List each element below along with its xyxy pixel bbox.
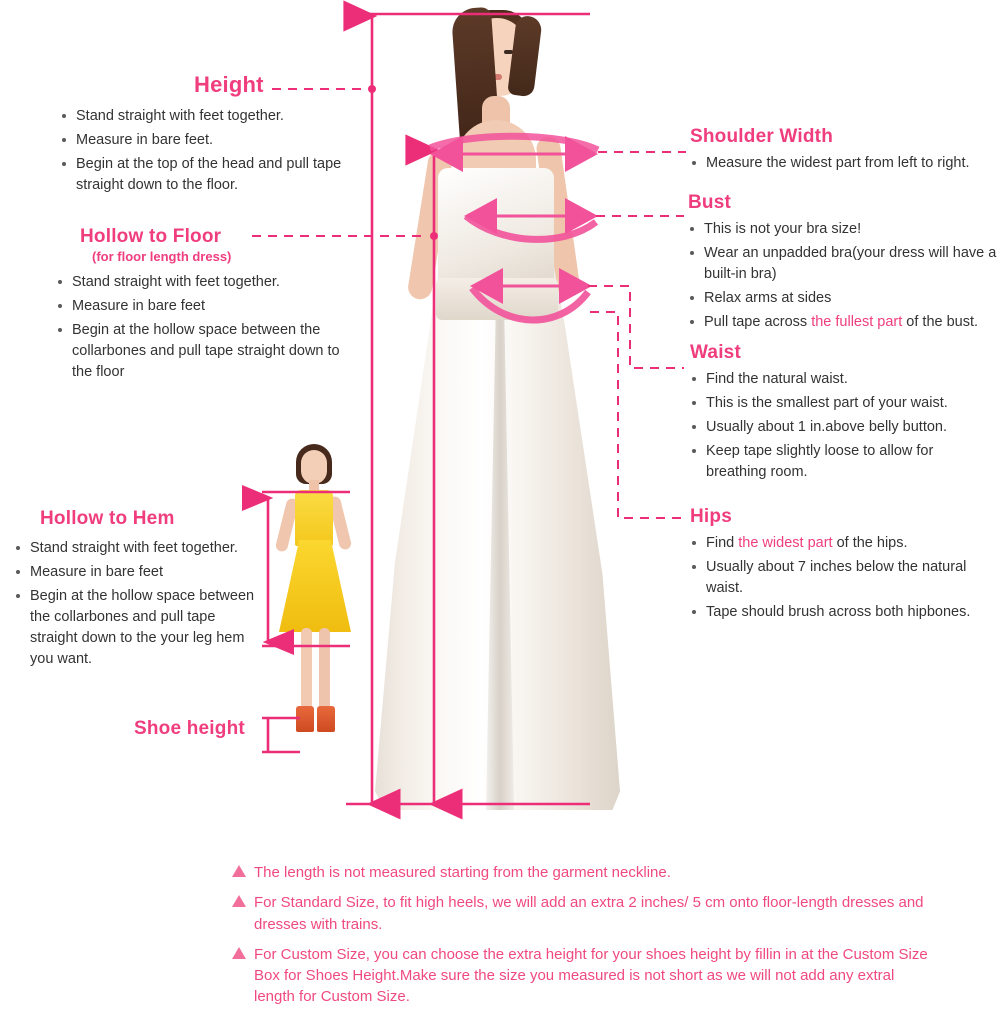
bust-highlight: the fullest part [811, 314, 903, 331]
small-skirt [279, 540, 351, 632]
hips-section [690, 506, 995, 626]
list-item-bust-fullest [688, 312, 998, 333]
list-item: Stand straight with feet together. [14, 538, 264, 559]
footer-notes [232, 862, 932, 1017]
list-item: Measure in bare feet. [60, 130, 360, 151]
list-item: Stand straight with feet together. [56, 272, 348, 293]
shoulder-width-section [690, 126, 995, 177]
list-item: Keep tape slightly loose to allow for breathing room. [690, 441, 990, 483]
bust-post: of the bust. [902, 314, 979, 331]
note-item [232, 862, 932, 883]
small-shoe-left [296, 706, 314, 732]
list-item: Stand straight with feet together. [60, 106, 360, 127]
list-item: Begin at the top of the head and pull tape straight down to the floor. [60, 154, 360, 196]
hips-label: Hips [690, 506, 732, 527]
bust-label: Bust [688, 192, 732, 213]
hollow-to-hem-section [14, 508, 264, 673]
list-item: Begin at the hollow space between the collarbones and pull tape straight down to the floor [56, 320, 348, 383]
list-item: Measure in bare feet [56, 296, 348, 317]
list-item: Find the natural waist. [690, 369, 990, 390]
small-leg-right [319, 628, 330, 710]
warning-triangle-icon [232, 865, 246, 877]
list-item: Usually about 1 in.above belly button. [690, 417, 990, 438]
bride-figure-illustration [360, 0, 630, 810]
bust-pre: Pull tape across [704, 314, 812, 331]
list-item: This is the smallest part of your waist. [690, 393, 990, 414]
note-text: The length is not measured starting from the garment neckline. [254, 864, 671, 881]
note-item [232, 892, 932, 935]
note-text: For Standard Size, to fit high heels, we will add an extra 2 inches/ 5 cm onto floor-length dresses and dresses with trains. [254, 894, 924, 933]
waist-label: Waist [690, 342, 741, 363]
hips-post: of the hips. [832, 535, 908, 551]
list-item: Usually about 7 inches below the natural waist. [690, 557, 995, 599]
height-label: Height [194, 72, 264, 97]
hips-highlight: the widest part [738, 535, 833, 551]
height-section [60, 72, 360, 199]
warning-triangle-icon [232, 947, 246, 959]
note-text: For Custom Size, you can choose the extra height for your shoes height by fillin in at the Custom Size Box for Shoes Height.Make sure the size you measured is not short as we will not add any extral length for Custom Size. [254, 945, 928, 1006]
list-item-hips-widest [690, 533, 995, 554]
gown-sash [436, 278, 558, 320]
small-shoe-right [317, 706, 335, 732]
list-item: Measure in bare feet [14, 562, 264, 583]
list-item: Relax arms at sides [688, 288, 998, 309]
bust-section [688, 192, 998, 336]
hollow-to-hem-label: Hollow to Hem [40, 508, 175, 529]
hollow-to-floor-label: Hollow to Floor [80, 226, 222, 247]
shoulder-width-label: Shoulder Width [690, 126, 833, 147]
list-item: Measure the widest part from left to right. [690, 153, 995, 174]
short-dress-figure-illustration [265, 440, 370, 750]
list-item: Wear an unpadded bra(your dress will have a built-in bra) [688, 243, 998, 285]
hips-pre: Find [706, 535, 739, 551]
hollow-to-floor-section [48, 226, 348, 386]
shoe-height-section [134, 718, 245, 740]
small-bodice [295, 490, 333, 546]
waist-section [690, 342, 990, 486]
note-item [232, 944, 932, 1008]
shoe-height-label: Shoe height [134, 718, 245, 739]
small-leg-left [301, 628, 312, 710]
small-head [301, 450, 327, 484]
list-item: Tape should brush across both hipbones. [690, 602, 995, 623]
hollow-to-floor-sublabel: (for floor length dress) [92, 249, 232, 264]
list-item: This is not your bra size! [688, 219, 998, 240]
list-item: Begin at the hollow space between the collarbones and pull tape straight down to the your leg hem you want. [14, 586, 264, 670]
warning-triangle-icon [232, 895, 246, 907]
